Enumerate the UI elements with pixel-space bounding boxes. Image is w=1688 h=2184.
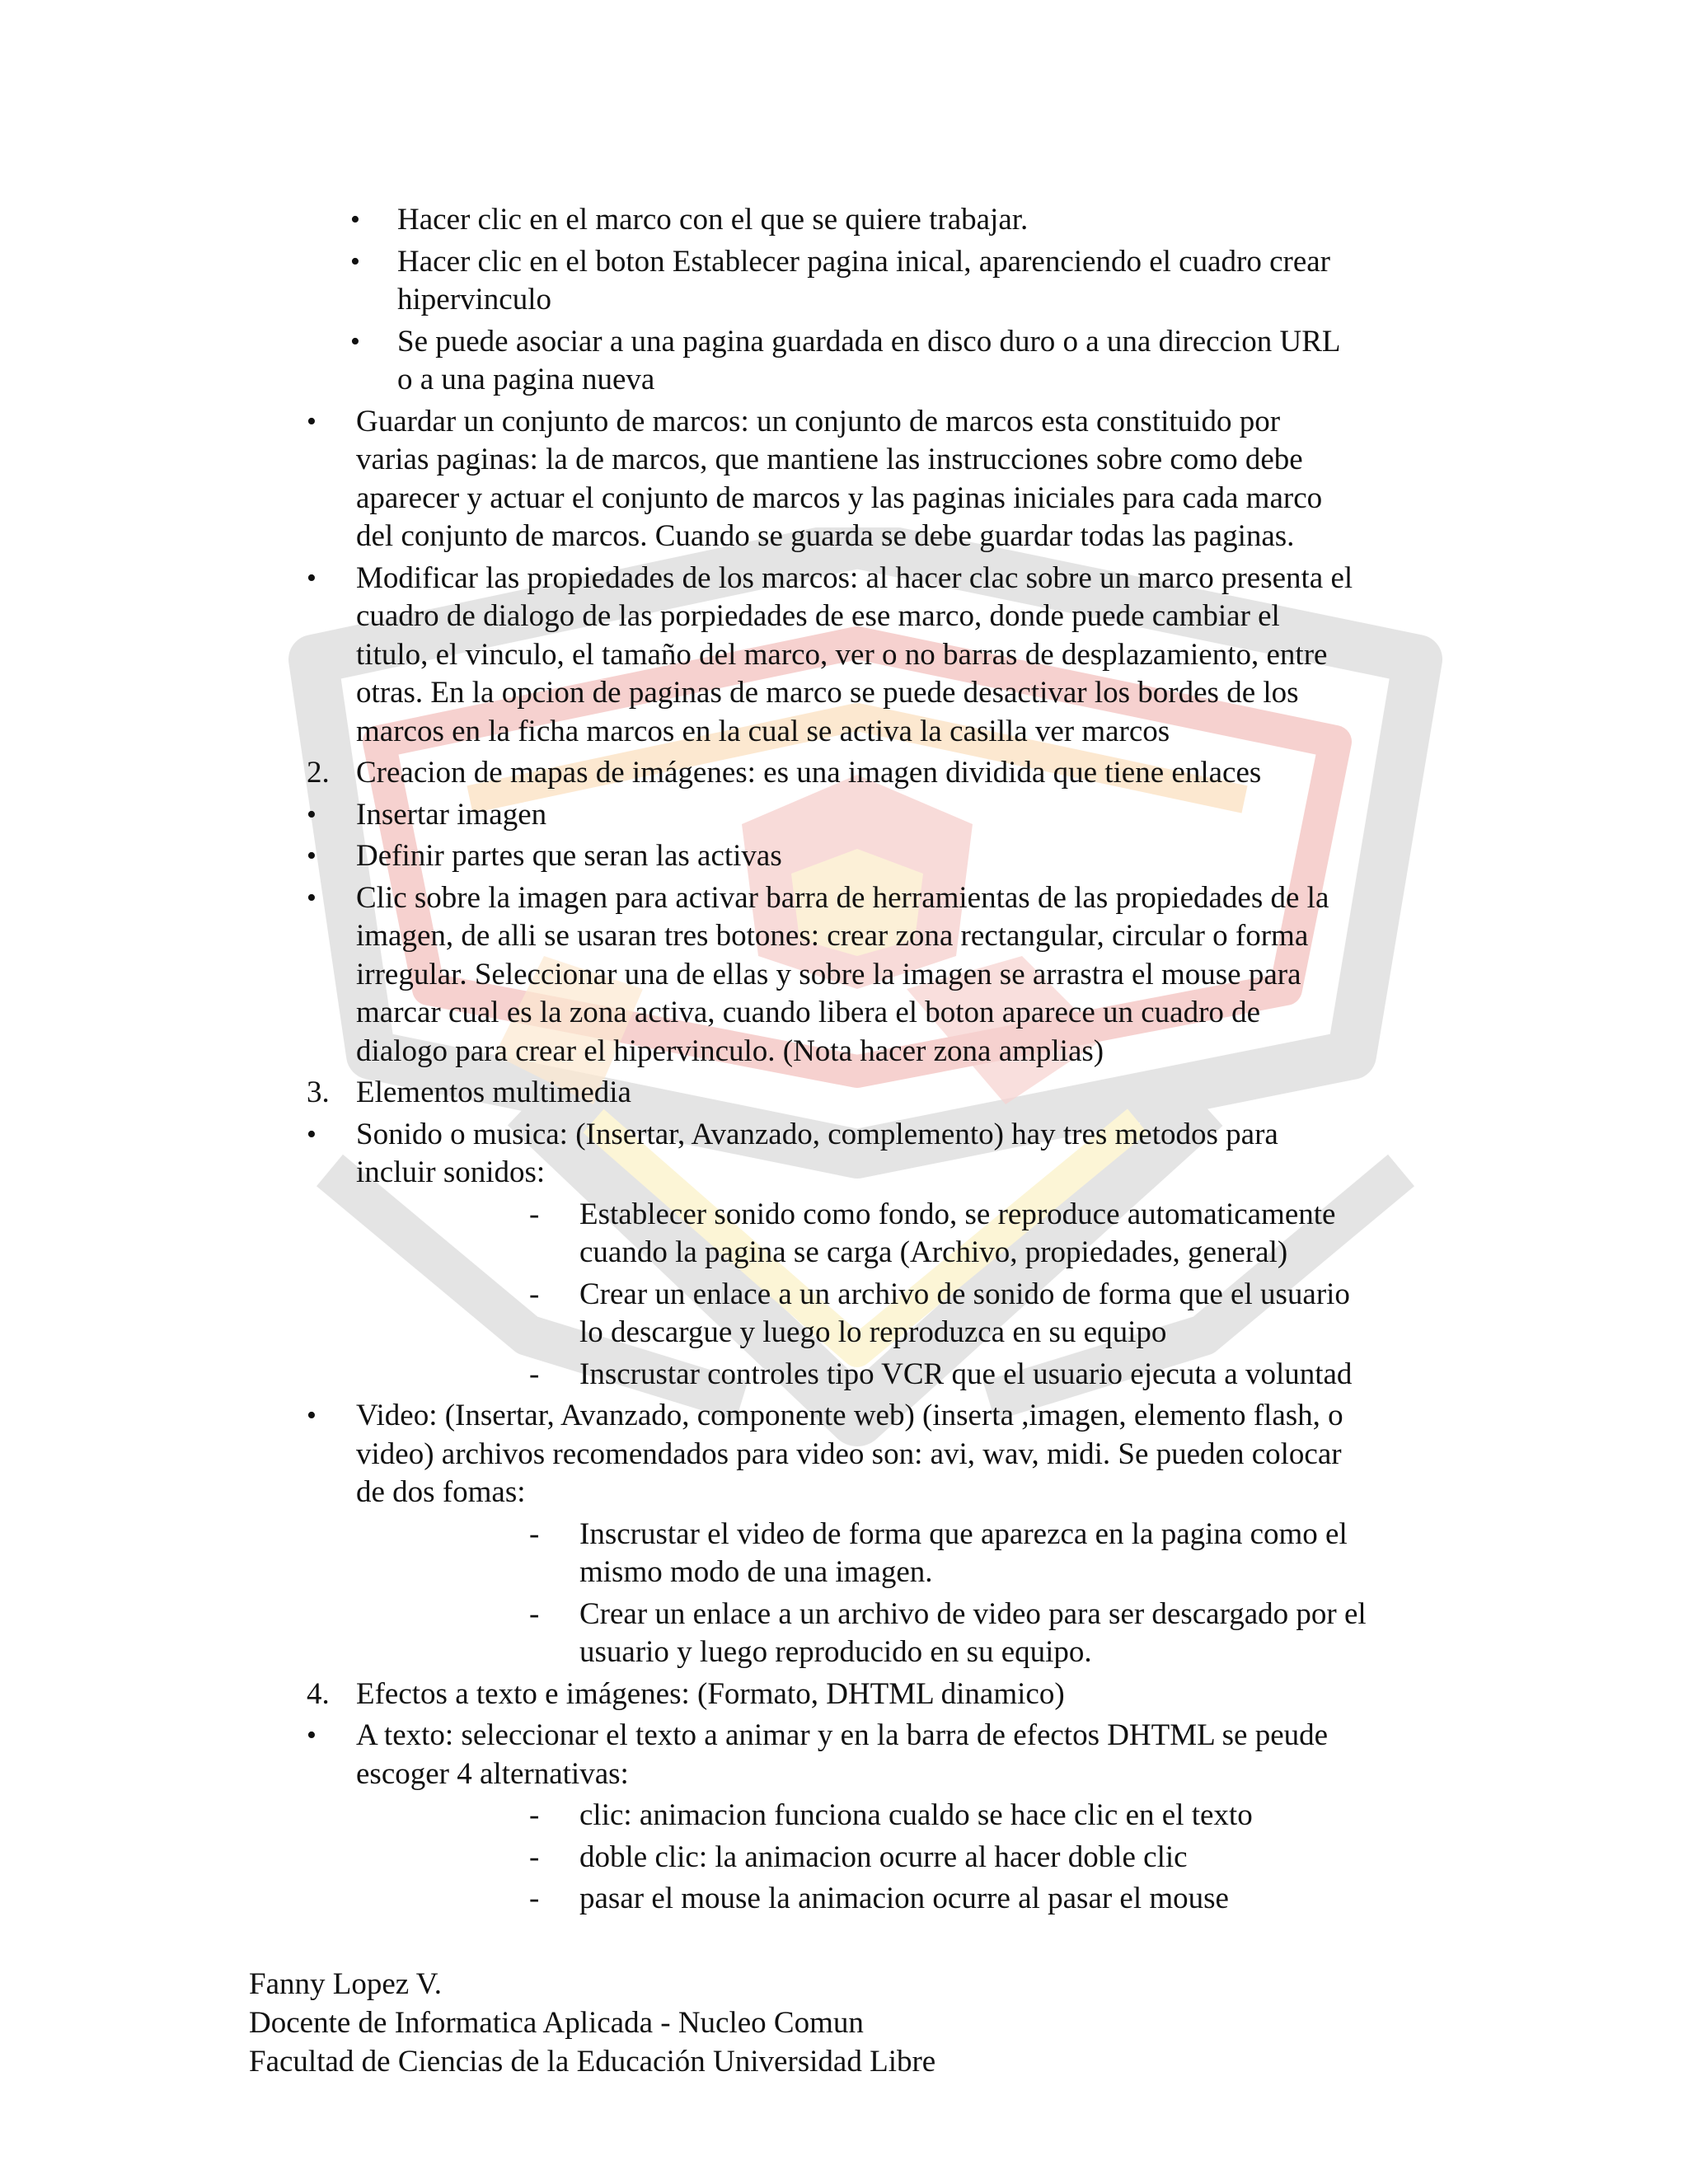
list-item-line: Insertar imagen xyxy=(356,797,547,832)
dash-marker: - xyxy=(529,1357,540,1391)
number-marker: 2. xyxy=(307,756,330,790)
list-item-line: Inscrustar controles tipo VCR que el usuario ejecuta a voluntad xyxy=(579,1357,1353,1391)
number-marker: 3. xyxy=(307,1076,330,1109)
number-marker: 4. xyxy=(307,1676,330,1711)
list-item-line: incluir sonidos: xyxy=(356,1155,546,1189)
dash-marker: - xyxy=(529,1277,540,1311)
dash-marker: - xyxy=(529,1840,540,1874)
bullet-marker: • xyxy=(350,326,360,357)
list-item-line: Efectos a texto e imágenes: (Formato, DHTML dinamico) xyxy=(356,1676,1065,1711)
bullet-marker: • xyxy=(307,1118,316,1150)
list-item-line: marcos en la ficha marcos en la cual se activa la casilla ver marcos xyxy=(356,714,1170,748)
list-item-line: cuadro de dialogo de las porpiedades de ese marco, donde puede cambiar el xyxy=(356,599,1280,633)
dash-marker: - xyxy=(529,1516,540,1551)
dash-marker: - xyxy=(529,1197,540,1231)
list-item-line: Elementos multimedia xyxy=(356,1076,631,1109)
list-item-line: Crear un enlace a un archivo de sonido de forma que el usuario xyxy=(579,1277,1350,1311)
list-item-line: de dos fomas: xyxy=(356,1475,526,1509)
list-item-line: A texto: seleccionar el texto a animar y en la barra de efectos DHTML se peude xyxy=(356,1718,1329,1752)
list-item-line: Establecer sonido como fondo, se reproduce automaticamente xyxy=(579,1197,1336,1231)
list-item-line: marcar cual es la zona activa, cuando libera el boton aparece un cuadro de xyxy=(356,996,1261,1029)
list-item-line: Hacer clic en el marco con el que se quiere trabajar. xyxy=(397,203,1029,237)
bullet-marker: • xyxy=(350,246,360,277)
dash-marker: - xyxy=(529,1798,540,1832)
list-item-line: dialogo para crear el hipervinculo. (Nota hacer zona amplias) xyxy=(356,1033,1104,1068)
bullet-marker: • xyxy=(307,841,316,871)
list-item-line: Creacion de mapas de imágenes: es una imagen dividida que tiene enlaces xyxy=(356,756,1262,790)
list-item-line: o a una pagina nueva xyxy=(397,363,655,396)
list-item-line: video) archivos recomendados para video son: avi, wav, midi. Se pueden colocar xyxy=(356,1436,1342,1471)
bullet-marker: • xyxy=(307,882,316,913)
bullet-marker: • xyxy=(307,405,316,437)
bullet-marker: • xyxy=(307,799,316,830)
list-item-line: Inscrustar el video de forma que aparezca en la pagina como el xyxy=(579,1516,1348,1551)
list-item-line: irregular. Seleccionar una de ellas y sobre la imagen se arrastra el mouse para xyxy=(356,957,1301,991)
list-item-line: imagen, de alli se usaran tres botones: crear zona rectangular, circular o forma xyxy=(356,919,1309,953)
list-item-line: Crear un enlace a un archivo de video para ser descargado por el xyxy=(579,1596,1367,1631)
dash-marker: - xyxy=(529,1596,540,1631)
list-item-line: doble clic: la animacion ocurre al hacer doble clic xyxy=(579,1840,1188,1874)
list-item-line: hipervinculo xyxy=(397,283,552,316)
list-item-line: Modificar las propiedades de los marcos: al hacer clac sobre un marco presenta el xyxy=(356,560,1353,595)
list-item-line: varias paginas: la de marcos, que mantiene las instrucciones sobre como debe xyxy=(356,443,1303,476)
list-item-line: escoger 4 alternativas: xyxy=(356,1756,629,1791)
list-item-line: Clic sobre la imagen para activar barra de herramientas de las propiedades de la xyxy=(356,880,1329,915)
list-item-line: Sonido o musica: (Insertar, Avanzado, complemento) hay tres metodos para xyxy=(356,1117,1278,1151)
list-item-line: Definir partes que seran las activas xyxy=(356,839,782,873)
author-role: Docente de Informatica Aplicada - Nucleo Comun xyxy=(249,2006,864,2040)
footer xyxy=(249,1965,935,2081)
bullet-marker: • xyxy=(307,1400,316,1431)
bullet-marker: • xyxy=(350,204,360,235)
dash-marker: - xyxy=(529,1882,540,1915)
list-item-line: del conjunto de marcos. Cuando se guarda se debe guardar todas las paginas. xyxy=(356,519,1295,553)
list-item-line: Guardar un conjunto de marcos: un conjunto de marcos esta constituido por xyxy=(356,404,1281,438)
list-item-line: aparecer y actuar el conjunto de marcos y las paginas iniciales para cada marco xyxy=(356,480,1323,515)
bullet-marker: • xyxy=(307,562,316,593)
list-item-line: mismo modo de una imagen. xyxy=(579,1555,933,1589)
author-name: Fanny Lopez V. xyxy=(249,1967,442,2001)
list-item-line: titulo, el vinculo, el tamaño del marco, ver o no barras de desplazamiento, entre xyxy=(356,637,1328,672)
list-item-line: Se puede asociar a una pagina guardada en disco duro o a una direccion URL xyxy=(397,324,1341,359)
list-item-line: clic: animacion funciona cualdo se hace clic en el texto xyxy=(579,1798,1253,1832)
author-institution: Facultad de Ciencias de la Educación Universidad Libre xyxy=(249,2045,936,2079)
list-item-line: Video: (Insertar, Avanzado, componente web) (inserta ,imagen, elemento flash, o xyxy=(356,1399,1343,1432)
list-item-line: otras. En la opcion de paginas de marco se puede desactivar los bordes de los xyxy=(356,676,1299,710)
bullet-marker: • xyxy=(307,1720,316,1750)
list-item-line: cuando la pagina se carga (Archivo, propiedades, general) xyxy=(579,1235,1288,1269)
list-item-line: usuario y luego reproducido en su equipo. xyxy=(579,1635,1092,1669)
list-item-line: pasar el mouse la animacion ocurre al pasar el mouse xyxy=(579,1882,1229,1915)
list-item-line: Hacer clic en el boton Establecer pagina inical, aparenciendo el cuadro crear xyxy=(397,244,1330,279)
list-item-line: lo descargue y luego lo reproduzca en su equipo xyxy=(579,1315,1167,1349)
